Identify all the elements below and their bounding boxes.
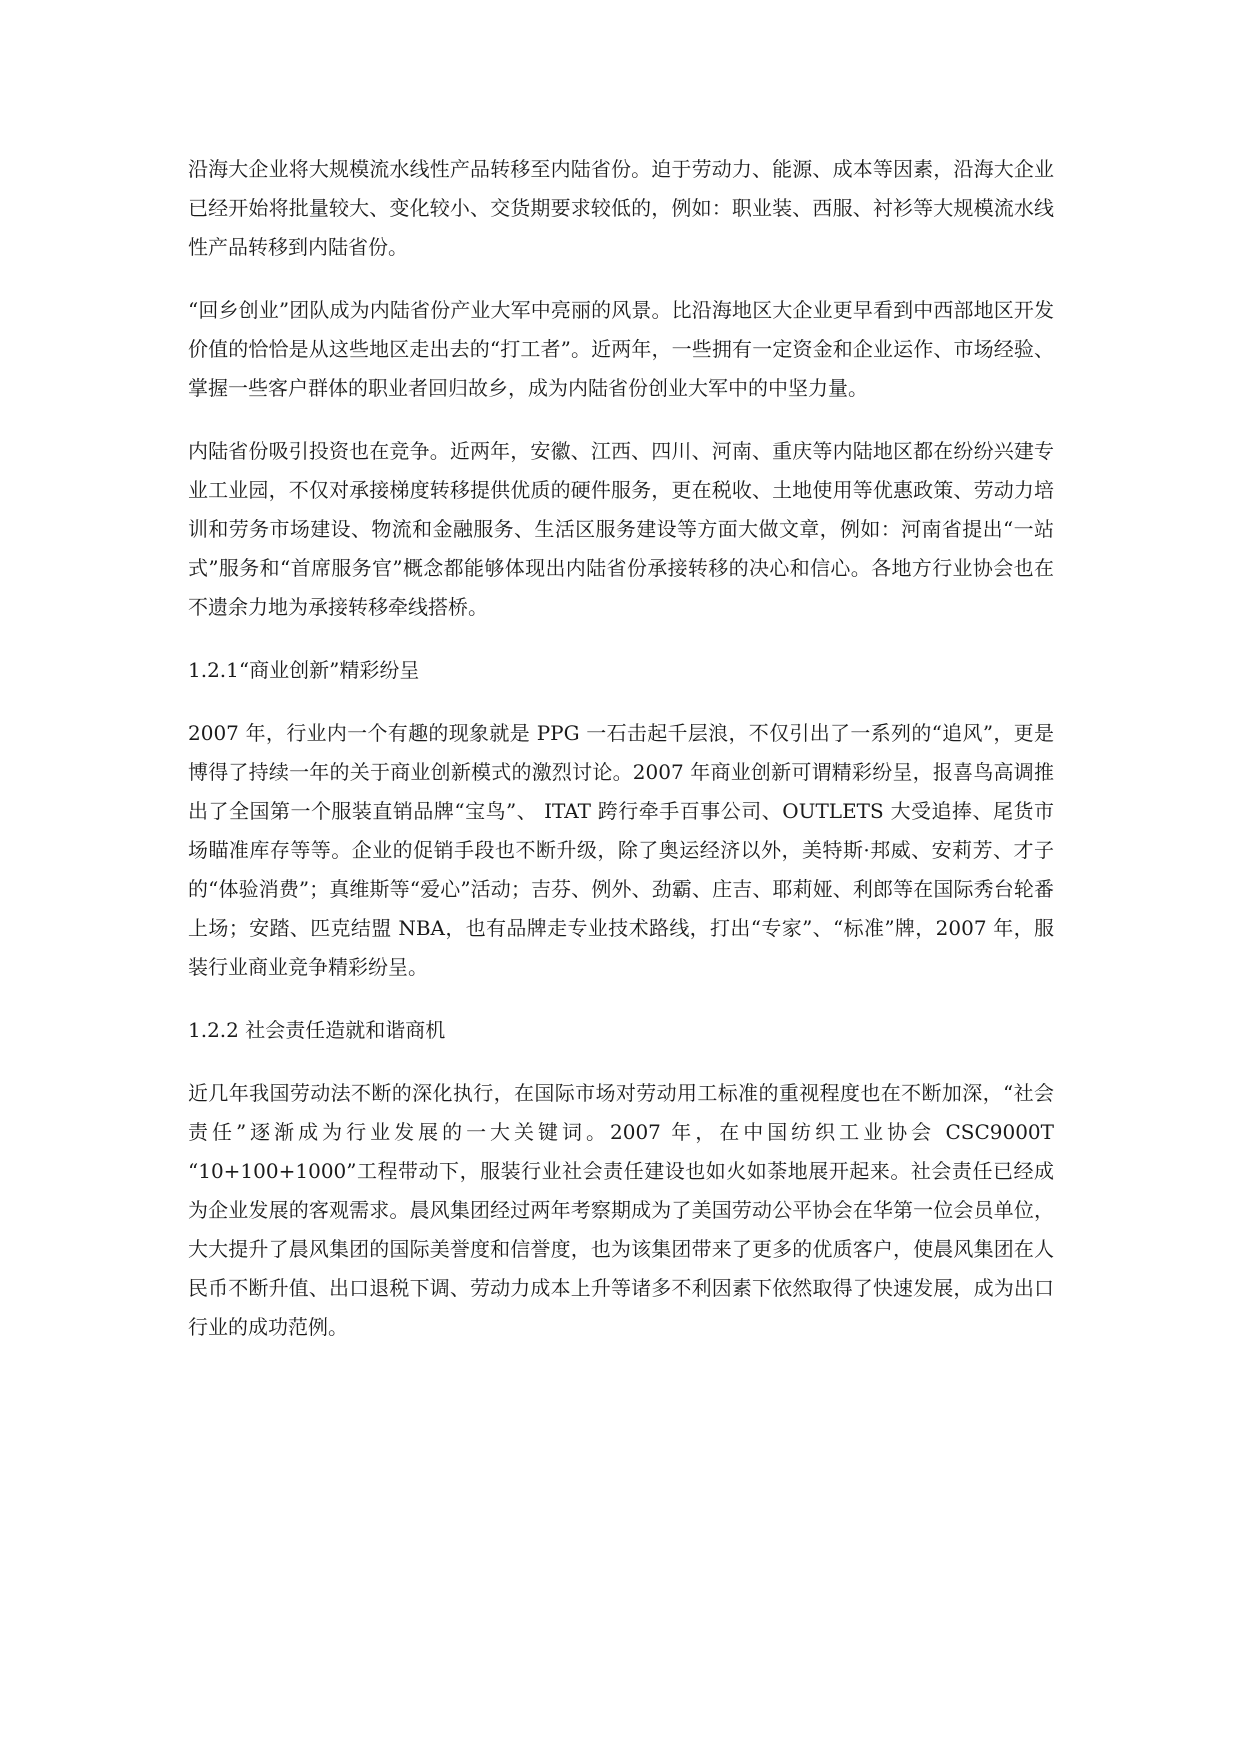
paragraph-investment-competition: 内陆省份吸引投资也在竞争。近两年，安徽、江西、四川、河南、重庆等内陆地区都在纷纷兴建专业工业园，不仅对承接梯度转移提供优质的硬件服务，更在税收、土地使用等优惠政策、劳动力培训和劳务市场建设、物流和金融服务、生活区服务建设等方面大做文章，例如：河南省提出“一站式”服务和“首席服务官”概念都能够体现出内陆省份承接转移的决心和信心。各地方行业协会也在不遗余力地为承接转移牵线搭桥。 [188, 439, 1054, 619]
paragraph-business-innovation: 2007 年，行业内一个有趣的现象就是 PPG 一石击起千层浪，不仅引出了一系列的“追风”，更是博得了持续一年的关于商业创新模式的激烈讨论。2007 年商业创新可谓精彩纷呈，报喜鸟高调推出了全国第一个服装直销品牌“宝鸟”、 ITAT 跨行牵手百事公司、OUTLETS 大受追捧、尾货市场瞄准库存等等。企业的促销手段也不断升级，除了奥运经济以外，美特斯·邦威、安莉芳、才子的“体验消费”；真维斯等“爱心”活动；吉芬、例外、劲霸、庄吉、耶莉娅、利郎等在国际秀台轮番上场；安踏、匹克结盟 NBA，也有品牌走专业技术路线，打出“专家”、“标准”牌，2007 年，服装行业商业竞争精彩纷呈。 [188, 721, 1054, 979]
paragraph-inland-transfer: 沿海大企业将大规模流水线性产品转移至内陆省份。迫于劳动力、能源、成本等因素，沿海大企业已经开始将批量较大、变化较小、交货期要求较低的，例如：职业装、西服、衬衫等大规模流水线性产品转移到内陆省份。 [188, 157, 1054, 259]
document-body [188, 150, 1054, 1371]
paragraph-social-responsibility: 近几年我国劳动法不断的深化执行，在国际市场对劳动用工标准的重视程度也在不断加深，“社会责任”逐渐成为行业发展的一大关键词。2007 年，在中国纺织工业协会 CSC9000T “10+100+1000”工程带动下，服装行业社会责任建设也如火如荼地展开起来。社会责任已经成为企业发展的客观需求。晨风集团经过两年考察期成为了美国劳动公平协会在华第一位会员单位，大大提升了晨风集团的国际美誉度和信誉度，也为该集团带来了更多的优质客户，使晨风集团在人民币不断升值、出口退税下调、劳动力成本上升等诸多不利因素下依然取得了快速发展，成为出口行业的成功范例。 [188, 1081, 1054, 1339]
section-heading-business-innovation: 1.2.1“商业创新”精彩纷呈 [188, 658, 420, 682]
paragraph-return-home-entrepreneurship: “回乡创业”团队成为内陆省份产业大军中亮丽的风景。比沿海地区大企业更早看到中西部地区开发价值的恰恰是从这些地区走出去的“打工者”。近两年，一些拥有一定资金和企业运作、市场经验、掌握一些客户群体的职业者回归故乡，成为内陆省份创业大军中的中坚力量。 [188, 298, 1054, 400]
section-heading-social-responsibility: 1.2.2 社会责任造就和谐商机 [188, 1018, 446, 1042]
